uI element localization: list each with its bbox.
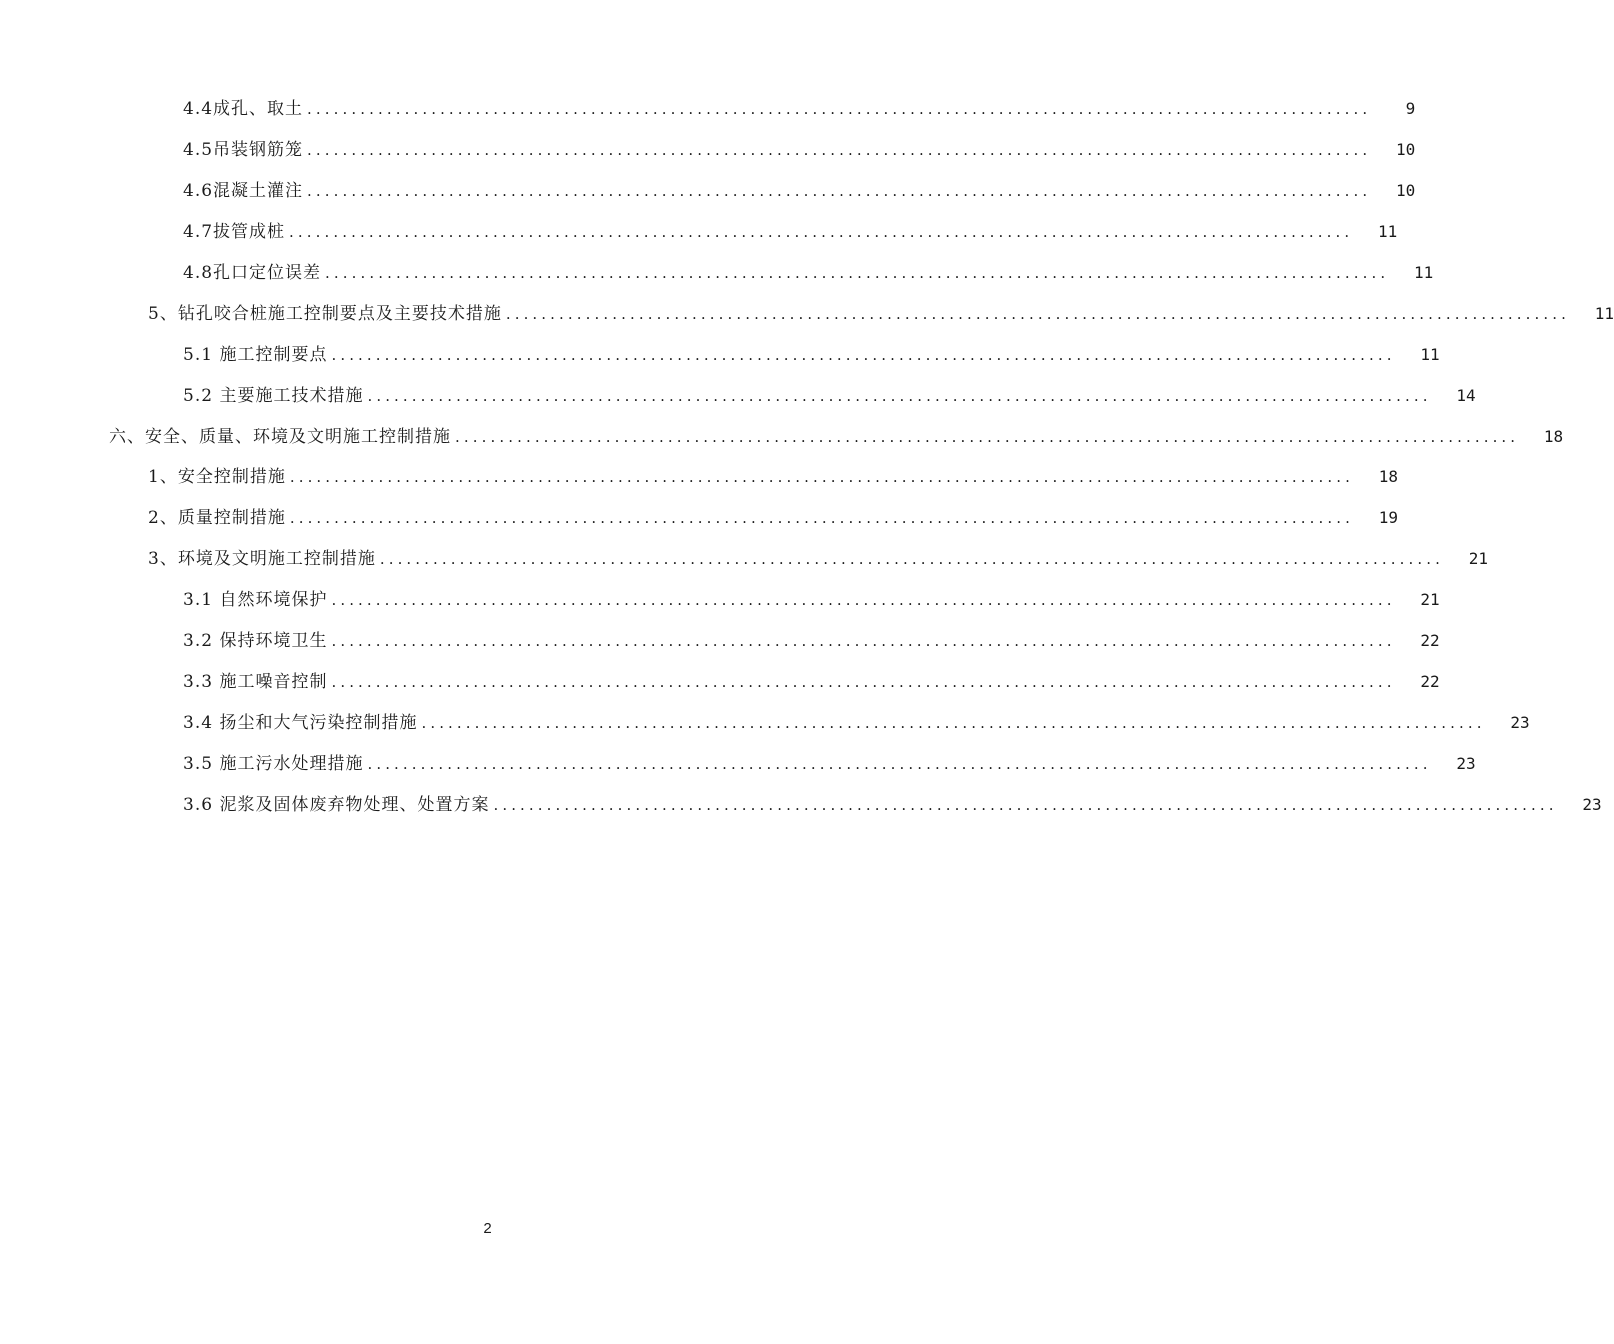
toc-entry[interactable] bbox=[0, 375, 1476, 416]
toc-entry[interactable] bbox=[0, 293, 1614, 334]
toc-entry-page: 11 bbox=[1594, 303, 1614, 323]
toc-leader-dots: ........................................................................................................................ bbox=[331, 345, 1396, 364]
toc-entry-page: 10 bbox=[1395, 181, 1416, 201]
toc-entry-title: 5.1 施工控制要点 bbox=[183, 344, 328, 365]
toc-entry[interactable] bbox=[0, 130, 1416, 171]
toc-entry-title: 3.1 自然环境保护 bbox=[183, 590, 328, 611]
toc-entry-page: 14 bbox=[1456, 385, 1476, 405]
toc-entry-page: 18 bbox=[1543, 426, 1564, 446]
toc-entry-page: 11 bbox=[1420, 344, 1440, 364]
toc-leader-dots: ........................................................................................................................ bbox=[421, 713, 1486, 732]
toc-entry[interactable] bbox=[0, 743, 1476, 784]
toc-entry-page: 22 bbox=[1420, 671, 1440, 691]
toc-entry-title: 3、环境及文明施工控制措施 bbox=[148, 549, 376, 570]
toc-entry[interactable] bbox=[0, 661, 1440, 702]
toc-leader-dots: ........................................................................................................................ bbox=[331, 672, 1396, 691]
toc-entry-page: 11 bbox=[1377, 222, 1398, 242]
toc-entry-title: 3.6 泥浆及固体废弃物处理、处置方案 bbox=[183, 794, 490, 815]
toc-entry-page: 23 bbox=[1456, 753, 1476, 773]
toc-entry-title: 4.7拔管成桩 bbox=[183, 222, 286, 243]
toc-entry-page: 21 bbox=[1468, 549, 1488, 569]
toc-leader-dots: ........................................................................................................................ bbox=[289, 509, 1354, 528]
toc-leader-dots: ........................................................................................................................ bbox=[367, 386, 1432, 405]
toc-entry[interactable] bbox=[0, 212, 1398, 253]
toc-entry-title: 3.4 扬尘和大气污染控制措施 bbox=[183, 712, 418, 733]
toc-entry[interactable] bbox=[0, 702, 1530, 743]
toc-entry[interactable] bbox=[0, 334, 1440, 375]
toc-leader-dots: ........................................................................................................................ bbox=[331, 632, 1396, 651]
toc-entry[interactable] bbox=[0, 253, 1434, 294]
toc-entry-title: 2、质量控制措施 bbox=[148, 508, 286, 529]
toc-entry[interactable] bbox=[0, 784, 1602, 825]
toc-entry[interactable] bbox=[0, 621, 1440, 662]
toc-leader-dots: ........................................................................................................................ bbox=[307, 182, 1372, 201]
toc-entry-title: 4.4成孔、取土 bbox=[183, 99, 304, 120]
toc-entry[interactable] bbox=[0, 89, 1416, 130]
toc-leader-dots: ........................................................................................................................ bbox=[307, 141, 1372, 160]
toc-entry-title: 六、安全、质量、环境及文明施工控制措施 bbox=[109, 426, 451, 447]
toc-entry-title: 4.5吊装钢筋笼 bbox=[183, 140, 304, 161]
toc-leader-dots: ........................................................................................................................ bbox=[331, 591, 1396, 610]
page-number: 2 bbox=[483, 1220, 492, 1237]
toc-entry[interactable] bbox=[0, 539, 1488, 580]
toc-entry-title: 3.5 施工污水处理措施 bbox=[183, 753, 364, 774]
toc-entry-page: 18 bbox=[1378, 467, 1398, 487]
toc-entry-title: 3.2 保持环境卫生 bbox=[183, 631, 328, 652]
toc-leader-dots: ........................................................................................................................ bbox=[325, 264, 1390, 282]
toc-entry-page: 19 bbox=[1378, 508, 1398, 528]
toc-entry-title: 3.3 施工噪音控制 bbox=[183, 671, 328, 692]
toc-entry-title: 5.2 主要施工技术措施 bbox=[183, 385, 364, 406]
toc-entry-page: 23 bbox=[1510, 712, 1530, 732]
toc-entry-page: 11 bbox=[1413, 263, 1434, 282]
toc-entry[interactable] bbox=[0, 171, 1416, 212]
toc-entry[interactable] bbox=[0, 580, 1440, 621]
toc-entry-page: 10 bbox=[1395, 140, 1416, 160]
toc-entry-page: 22 bbox=[1420, 631, 1440, 651]
toc-leader-dots: ........................................................................................................................ bbox=[493, 795, 1558, 814]
toc-entry-page: 23 bbox=[1582, 794, 1602, 814]
toc-entry[interactable] bbox=[0, 416, 1564, 457]
toc-leader-dots: ........................................................................................................................ bbox=[379, 550, 1444, 569]
toc-leader-dots: ........................................................................................................................ bbox=[455, 427, 1520, 446]
toc-entry[interactable] bbox=[0, 457, 1398, 498]
toc-leader-dots: ........................................................................................................................ bbox=[289, 468, 1354, 487]
toc-entry-title: 1、安全控制措施 bbox=[148, 467, 286, 488]
toc-entry-page: 21 bbox=[1420, 590, 1440, 610]
toc-leader-dots: ........................................................................................................................ bbox=[289, 223, 1354, 242]
toc-entry-title: 5、钻孔咬合桩施工控制要点及主要技术措施 bbox=[148, 303, 502, 324]
toc-entry-page: 9 bbox=[1405, 99, 1416, 119]
toc-leader-dots: ........................................................................................................................ bbox=[505, 304, 1570, 323]
toc-leader-dots: ........................................................................................................................ bbox=[367, 754, 1432, 773]
toc-entry-title: 4.8孔口定位误差 bbox=[183, 263, 322, 283]
toc-entry[interactable] bbox=[0, 498, 1398, 539]
toc-leader-dots: ........................................................................................................................ bbox=[307, 100, 1372, 119]
table-of-contents bbox=[0, 89, 1614, 825]
toc-entry-title: 4.6混凝土灌注 bbox=[183, 181, 304, 202]
